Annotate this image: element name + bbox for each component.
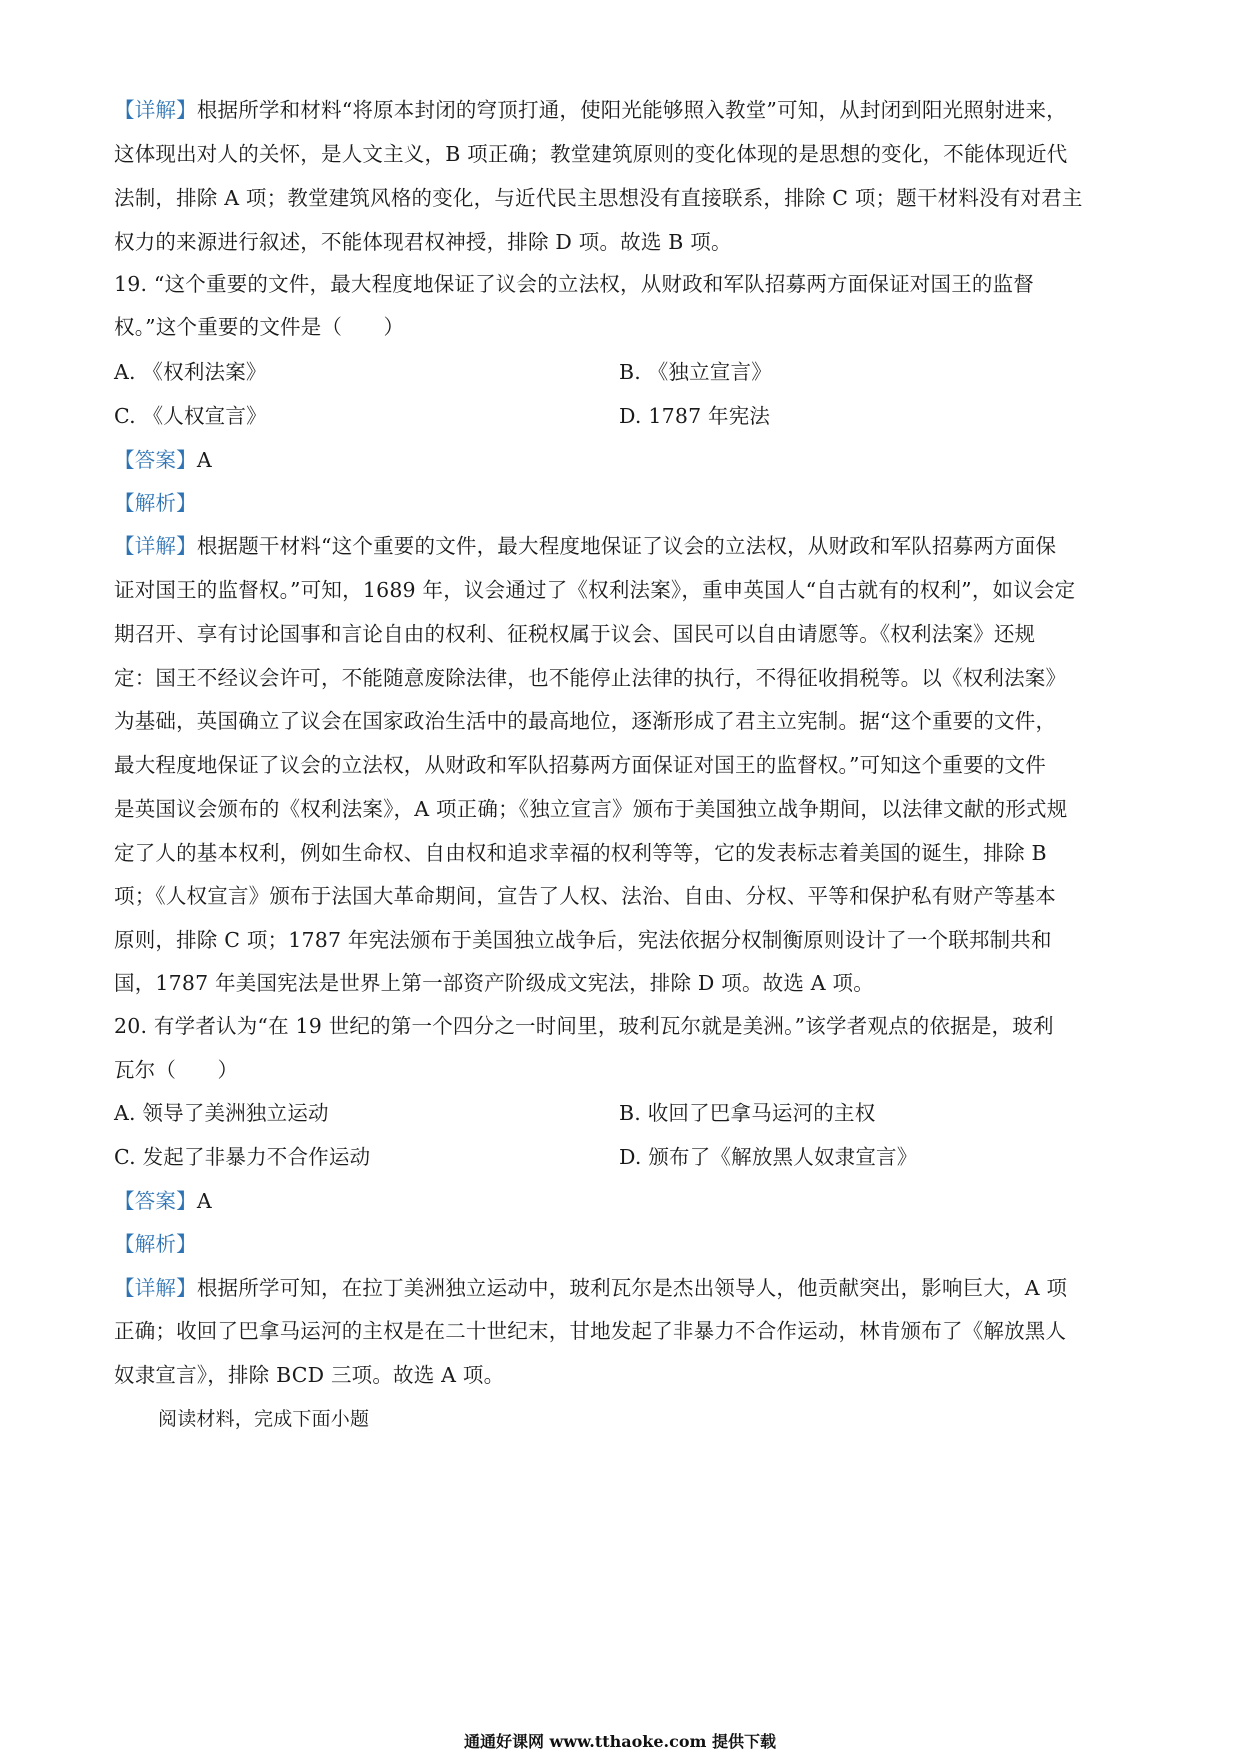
q19-option-a: A. 《权利法案》 xyxy=(114,360,267,384)
q19-detail-line-2: 证对国王的监督权。”可知，1689 年，议会通过了《权利法案》，重申英国人“自古就有的权利”，如议会定 xyxy=(114,578,1076,602)
reading-intro: 阅读材料，完成下面小题 xyxy=(158,1408,370,1430)
q19-detail-line-11: 国，1787 年美国宪法是世界上第一部资产阶级成文宪法，排除 D 项。故选 A 项。 xyxy=(114,971,874,995)
q20-detail-line-1: 【详解】根据所学可知，在拉丁美洲独立运动中，玻利瓦尔是杰出领导人，他贡献突出，影响巨大，A 项 xyxy=(114,1276,1068,1300)
q18-detail-line-4: 权力的来源进行叙述，不能体现君权神授，排除 D 项。故选 B 项。 xyxy=(114,230,732,254)
q19-analysis xyxy=(114,489,197,517)
q19-answer xyxy=(114,446,212,474)
analysis-tag: 【解析】 xyxy=(114,491,197,515)
q20-option-c: C. 发起了非暴力不合作运动 xyxy=(114,1145,371,1169)
q19-option-d: D. 1787 年宪法 xyxy=(619,404,771,428)
q19-option-c: C. 《人权宣言》 xyxy=(114,404,267,428)
answer-tag: 【答案】 xyxy=(114,448,197,472)
analysis-tag: 【解析】 xyxy=(114,1232,197,1256)
q20-detail-line-2: 正确；收回了巴拿马运河的主权是在二十世纪末，甘地发起了非暴力不合作运动，林肯颁布了《解放黑人 xyxy=(114,1319,1067,1343)
q20-option-d: D. 颁布了《解放黑人奴隶宣言》 xyxy=(619,1145,918,1169)
q19-option-b: B. 《独立宣言》 xyxy=(619,360,772,384)
detail-tag: 【详解】 xyxy=(114,98,197,122)
q19-detail-line-7: 是英国议会颁布的《权利法案》，A 项正确；《独立宣言》颁布于美国独立战争期间，以法律文献的形式规 xyxy=(114,797,1068,821)
q19-detail-line-3: 期召开、享有讨论国事和言论自由的权利、征税权属于议会、国民可以自由请愿等。《权利法案》还规 xyxy=(114,622,1036,646)
q20-stem-line-1: 20. 有学者认为“在 19 世纪的第一个四分之一时间里，玻利瓦尔就是美洲。”该学者观点的依据是，玻利 xyxy=(114,1014,1054,1038)
detail-tag: 【详解】 xyxy=(114,534,197,558)
q19-detail-line-1: 【详解】根据题干材料“这个重要的文件，最大程度地保证了议会的立法权，从财政和军队招募两方面保 xyxy=(114,534,1057,558)
q19-detail-line-10: 原则，排除 C 项；1787 年宪法颁布于美国独立战争后，宪法依据分权制衡原则设计了一个联邦制共和 xyxy=(114,928,1052,952)
q20-option-a: A. 领导了美洲独立运动 xyxy=(114,1101,329,1125)
q19-detail-line-4: 定：国王不经议会许可，不能随意废除法律，也不能停止法律的执行，不得征收捐税等。以《权利法案》 xyxy=(114,666,1067,690)
q20-stem-line-2: 瓦尔（ ） xyxy=(114,1058,239,1082)
footer-source: 通通好课网 www.tthaoke.com 提供下载 xyxy=(463,1732,777,1751)
q19-stem-line-1: 19. “这个重要的文件，最大程度地保证了议会的立法权，从财政和军队招募两方面保证对国王的监督 xyxy=(114,272,1034,296)
q19-detail-line-6: 最大程度地保证了议会的立法权，从财政和军队招募两方面保证对国王的监督权。”可知这个重要的文件 xyxy=(114,753,1046,777)
q19-detail-line-8: 定了人的基本权利，例如生命权、自由权和追求幸福的权利等等，它的发表标志着美国的诞生，排除 B xyxy=(114,841,1047,865)
q19-stem-line-2: 权。”这个重要的文件是（ ） xyxy=(114,315,405,339)
q18-detail-line-1: 【详解】根据所学和材料“将原本封闭的穹顶打通，使阳光能够照入教堂”可知，从封闭到阳光照射进来， xyxy=(114,98,1067,122)
q20-detail-line-3: 奴隶宣言》，排除 BCD 三项。故选 A 项。 xyxy=(114,1363,505,1387)
q20-answer xyxy=(114,1187,212,1215)
answer-value: A xyxy=(196,448,212,472)
answer-value: A xyxy=(196,1189,212,1213)
q19-detail-line-5: 为基础，英国确立了议会在国家政治生活中的最高地位，逐渐形成了君主立宪制。据“这个重要的文件， xyxy=(114,709,1057,733)
q18-detail-line-3: 法制，排除 A 项；教堂建筑风格的变化，与近代民主思想没有直接联系，排除 C 项；题干材料没有对君主 xyxy=(114,186,1083,210)
q18-detail-line-2: 这体现出对人的关怀，是人文主义，B 项正确；教堂建筑原则的变化体现的是思想的变化，不能体现近代 xyxy=(114,142,1068,166)
q20-option-b: B. 收回了巴拿马运河的主权 xyxy=(619,1101,876,1125)
q20-analysis xyxy=(114,1230,197,1258)
q19-detail-line-9: 项；《人权宣言》颁布于法国大革命期间，宣告了人权、法治、自由、分权、平等和保护私有财产等基本 xyxy=(114,884,1056,908)
answer-tag: 【答案】 xyxy=(114,1189,197,1213)
detail-tag: 【详解】 xyxy=(114,1276,197,1300)
